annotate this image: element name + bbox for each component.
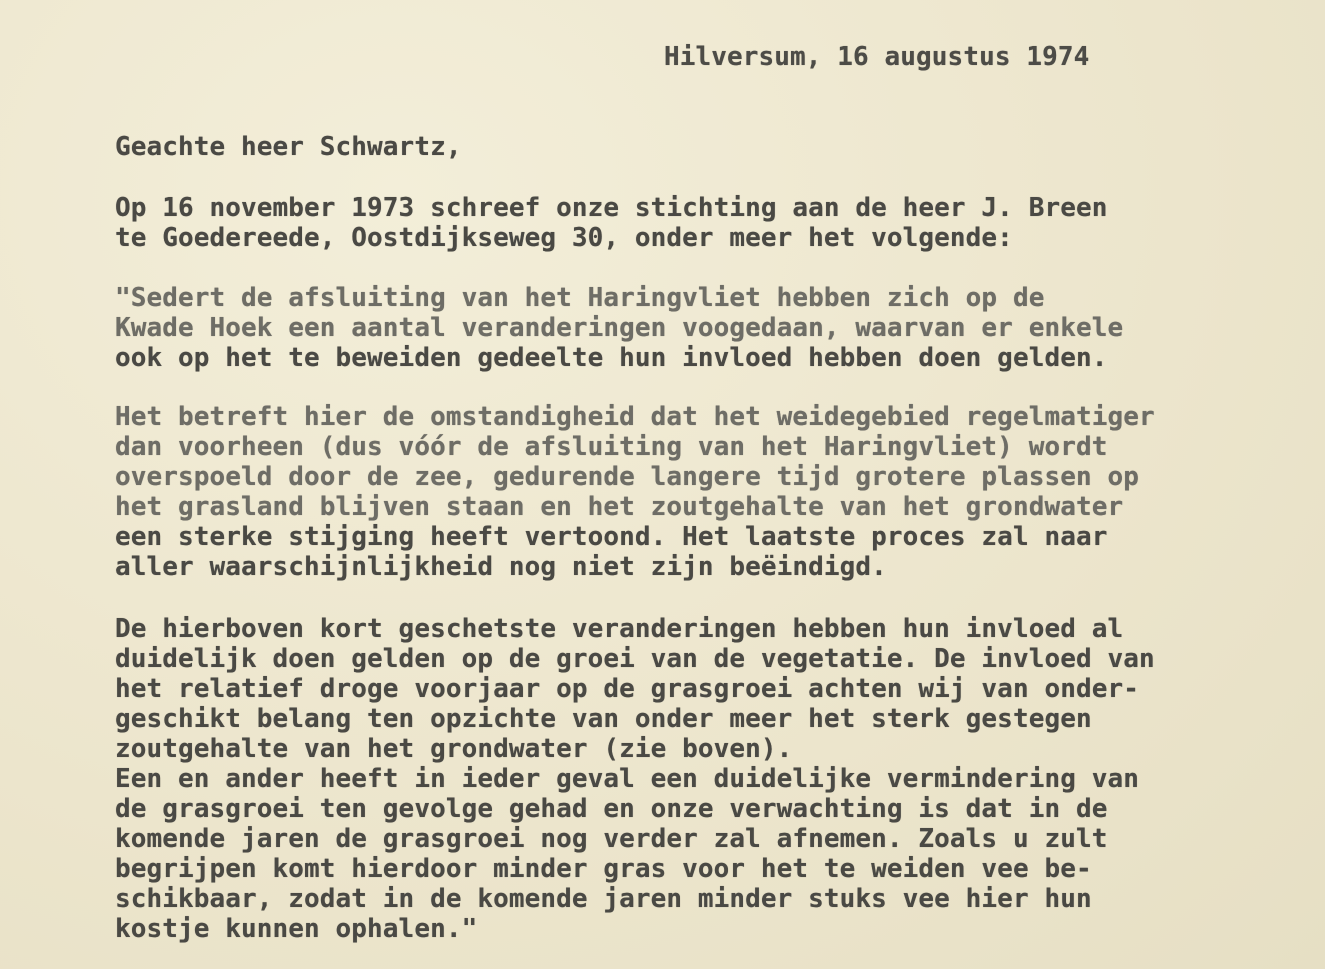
letter-line: een sterke stijging heeft vertoond. Het laatste proces zal naar xyxy=(115,522,1108,552)
letter-line: overspoeld door de zee, gedurende langere tijd grotere plassen op xyxy=(115,462,1139,492)
letter-line: geschikt belang ten opzichte van onder meer het sterk gestegen xyxy=(115,704,1092,734)
letter-line: Het betreft hier de omstandigheid dat het weidegebied regelmatiger xyxy=(115,402,1155,432)
letter-line: het relatief droge voorjaar op de grasgroei achten wij van onder- xyxy=(115,674,1139,704)
letter-line: "Sedert de afsluiting van het Haringvliet hebben zich op de xyxy=(115,283,1045,313)
letter-line: De hierboven kort geschetste veranderingen hebben hun invloed al xyxy=(115,614,1124,644)
letter-line: ook op het te beweiden gedeelte hun invloed hebben doen gelden. xyxy=(115,343,1108,373)
letter-line: Een en ander heeft in ieder geval een duidelijke vermindering van xyxy=(115,764,1139,794)
letter-line: aller waarschijnlijkheid nog niet zijn beëindigd. xyxy=(115,552,887,582)
letter-line: begrijpen komt hierdoor minder gras voor het te weiden vee be- xyxy=(115,854,1092,884)
letter-salutation: Geachte heer Schwartz, xyxy=(115,132,462,162)
letter-line: duidelijk doen gelden op de groei van de vegetatie. De invloed van xyxy=(115,644,1155,674)
letter-line: zoutgehalte van het grondwater (zie boven). xyxy=(115,734,793,764)
letter-line: schikbaar, zodat in de komende jaren minder stuks vee hier hun xyxy=(115,884,1092,914)
letter-line: de grasgroei ten gevolge gehad en onze verwachting is dat in de xyxy=(115,794,1108,824)
letter-line: dan voorheen (dus vóór de afsluiting van het Haringvliet) wordt xyxy=(115,432,1108,462)
letter-line: Op 16 november 1973 schreef onze stichting aan de heer J. Breen xyxy=(115,193,1108,223)
letter-line: het grasland blijven staan en het zoutgehalte van het grondwater xyxy=(115,492,1124,522)
letter-line: te Goedereede, Oostdijkseweg 30, onder meer het volgende: xyxy=(115,223,1013,253)
letter-line: komende jaren de grasgroei nog verder zal afnemen. Zoals u zult xyxy=(115,824,1108,854)
letter-line: Kwade Hoek een aantal veranderingen voogedaan, waarvan er enkele xyxy=(115,313,1124,343)
letter-date: Hilversum, 16 augustus 1974 xyxy=(664,42,1090,72)
letter-line: kostje kunnen ophalen." xyxy=(115,914,478,944)
